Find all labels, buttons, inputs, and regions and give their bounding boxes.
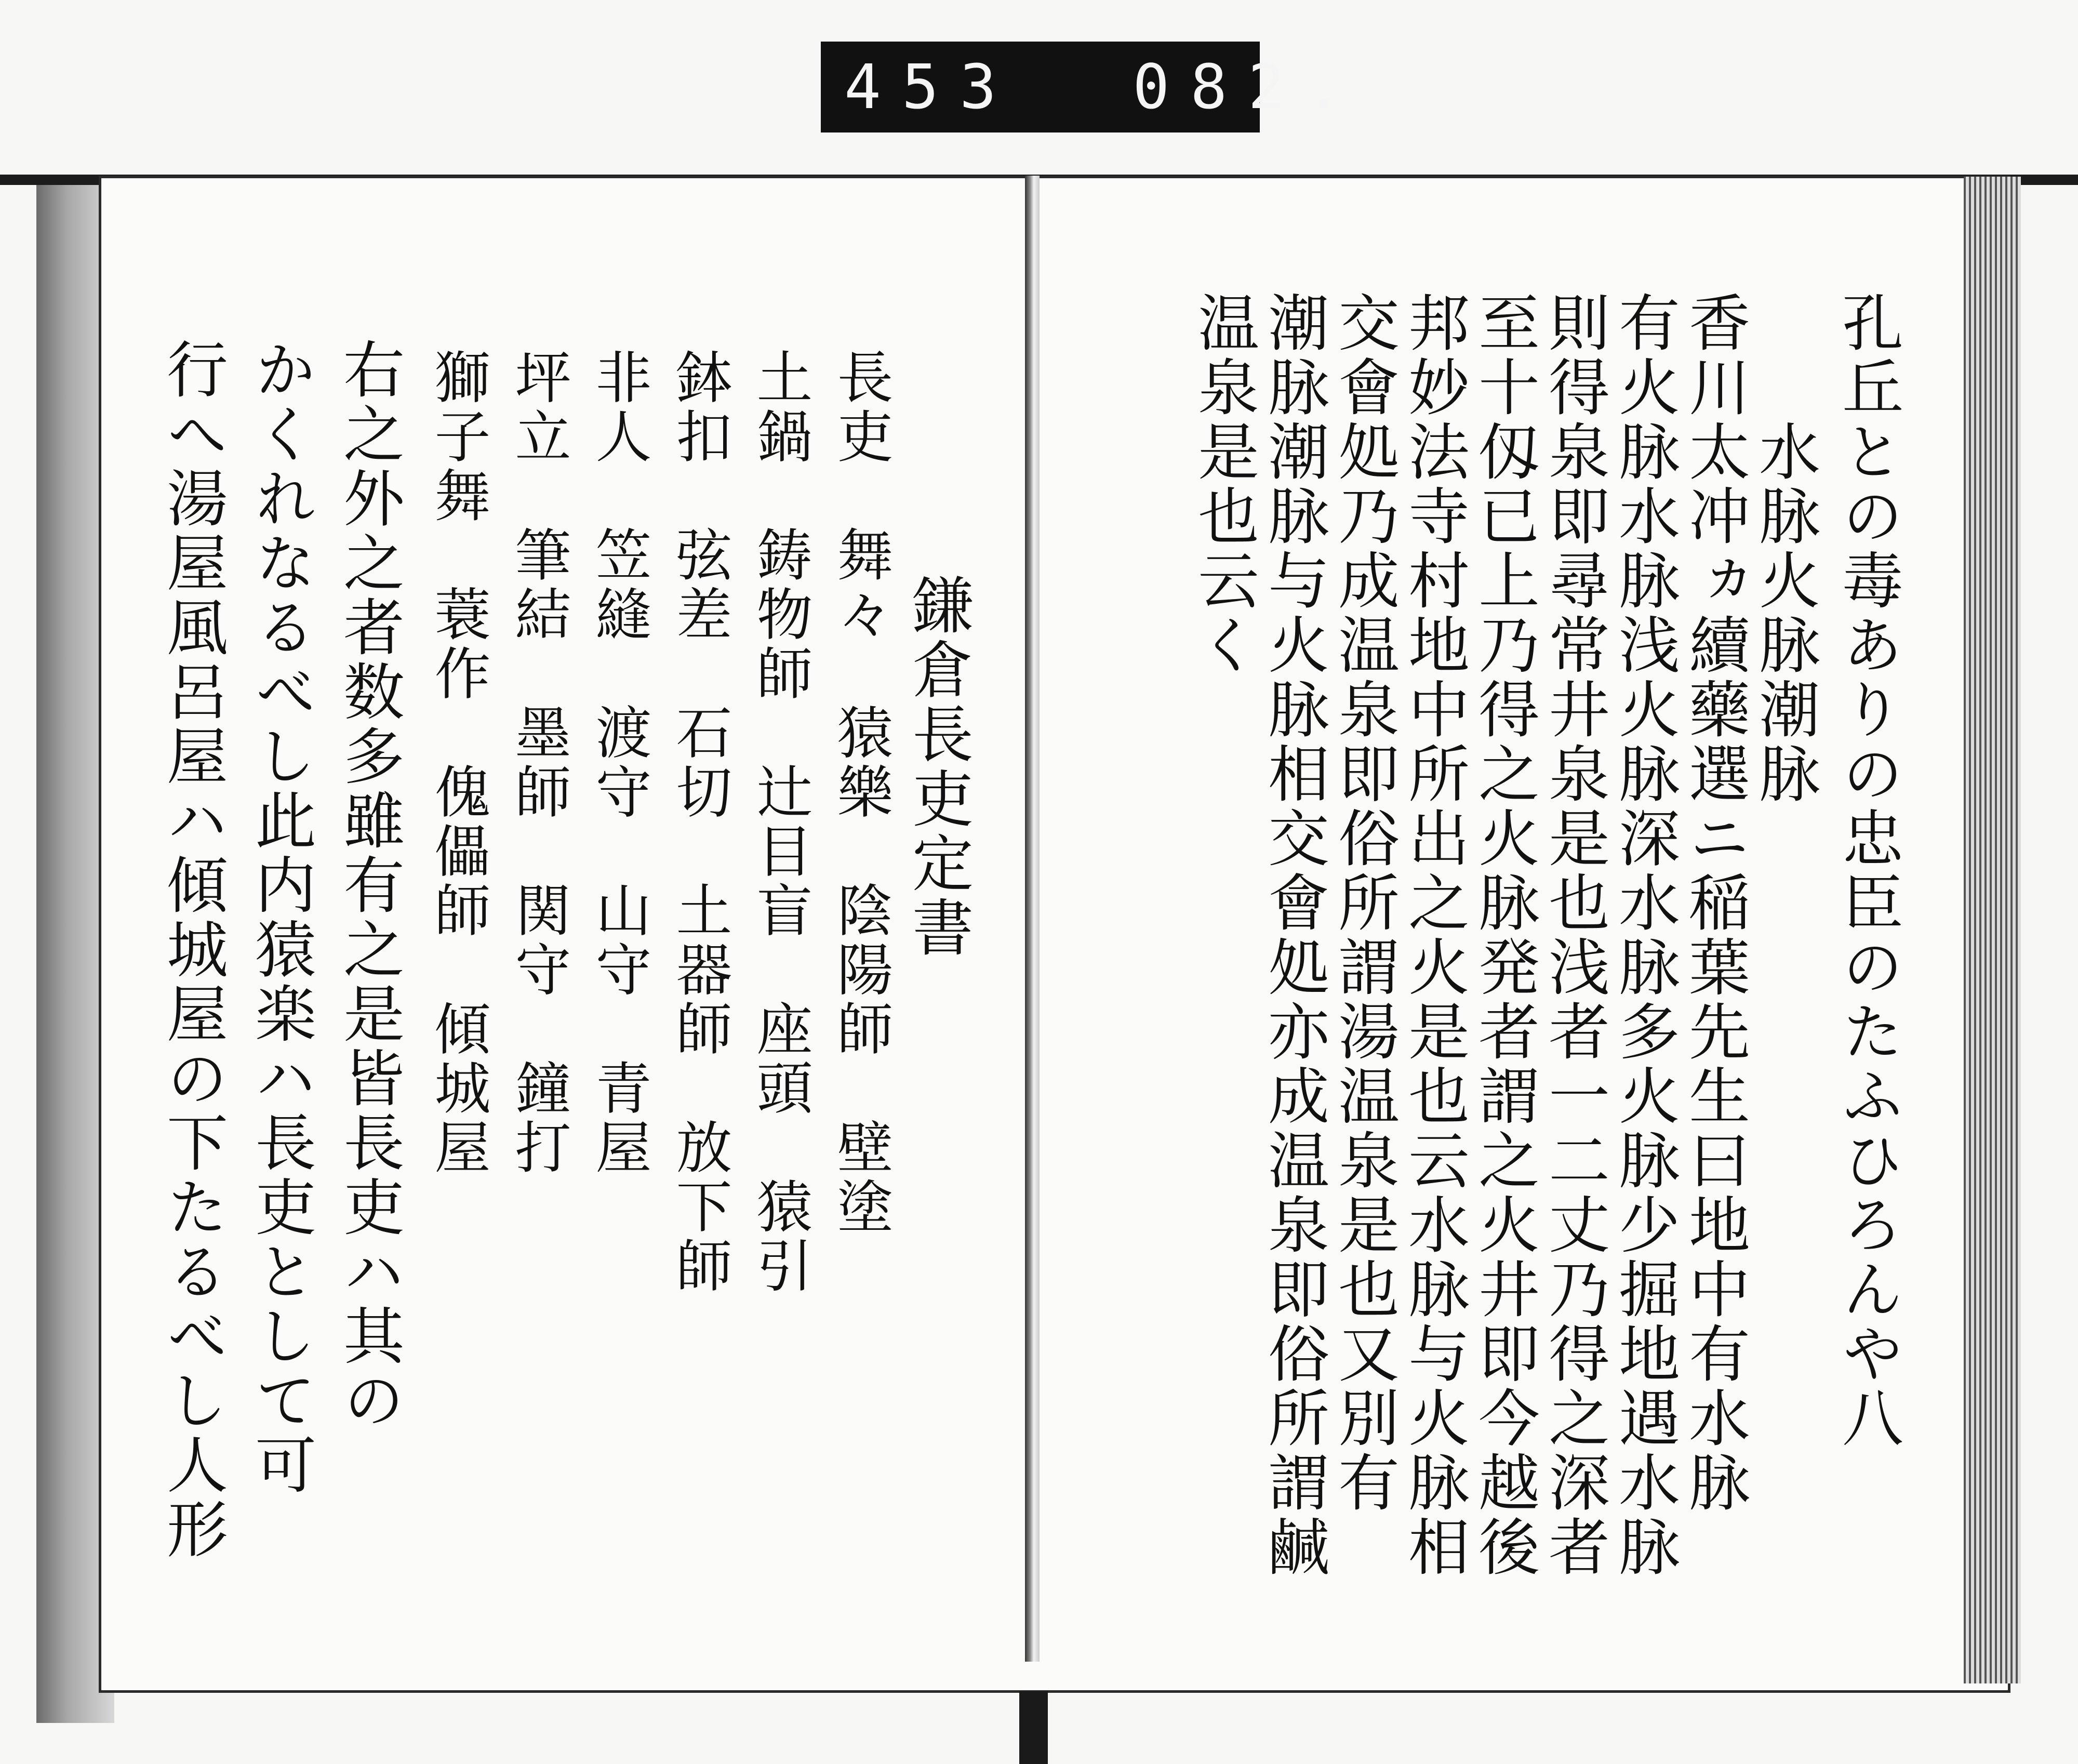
text-column: 則得泉即尋常井泉是也浅者一二丈乃得之深者 (1538, 291, 1610, 1580)
text-column: 邦妙法寺村地中所出之火是也云水脉与火脉相 (1398, 291, 1470, 1580)
text-column: 右之外之者数多雖有之是皆長吏ハ其の (333, 338, 405, 1433)
text-column: 潮脉潮脉与火脉相交會処亦成温泉即俗所謂鹹 (1258, 291, 1329, 1580)
text-column: 至十仭已上乃得之火脉発者謂之火井即今越後 (1468, 291, 1540, 1580)
occupation-row: 獅子舞 蓑作 傀儡師 傾城屋 (425, 348, 490, 1177)
page-stack-edge (1964, 177, 2021, 1683)
text-column: 孔丘との毒ありの忠臣のたふひろんや八 (1832, 291, 1903, 1451)
occupation-row: 鉢扣 弦差 石切 土器師 放下師 (667, 348, 731, 1296)
text-column: 温泉是也云く (1188, 291, 1259, 678)
frame-counter: 453 082. (821, 42, 1260, 132)
occupation-row: 非人 笠縫 渡守 山守 青屋 (586, 348, 651, 1177)
section-heading: 水脉火脉潮脉 (1749, 291, 1820, 806)
document-title: 鎌倉長吏定書 (902, 509, 974, 960)
text-column: かくれなるべし此内猿楽ハ長吏として可 (245, 338, 316, 1497)
text-column: 有火脉水脉浅火脉深水脉多火脉少掘地遇水脉 (1608, 291, 1680, 1580)
occupation-row: 坪立 筆結 墨師 関守 鐘打 (505, 348, 570, 1177)
occupation-row: 長吏 舞々 猿樂 陰陽師 壁塗 (828, 348, 893, 1237)
text-column: 香川太冲ヵ續藥選ニ稲葉先生曰地中有水脉 (1679, 291, 1750, 1515)
text-column: 交會処乃成温泉即俗所謂湯温泉是也又別有 (1328, 291, 1400, 1515)
text-column: 行へ湯屋風呂屋ハ傾城屋の下たるべし人形 (156, 338, 228, 1562)
occupation-row: 土鍋 鋳物師 辻目盲 座頭 猿引 (747, 348, 812, 1296)
right-page (1070, 291, 1927, 1642)
spine-clip (1019, 1691, 1048, 1764)
book-spine (1025, 176, 1040, 1662)
left-page (135, 291, 987, 1642)
